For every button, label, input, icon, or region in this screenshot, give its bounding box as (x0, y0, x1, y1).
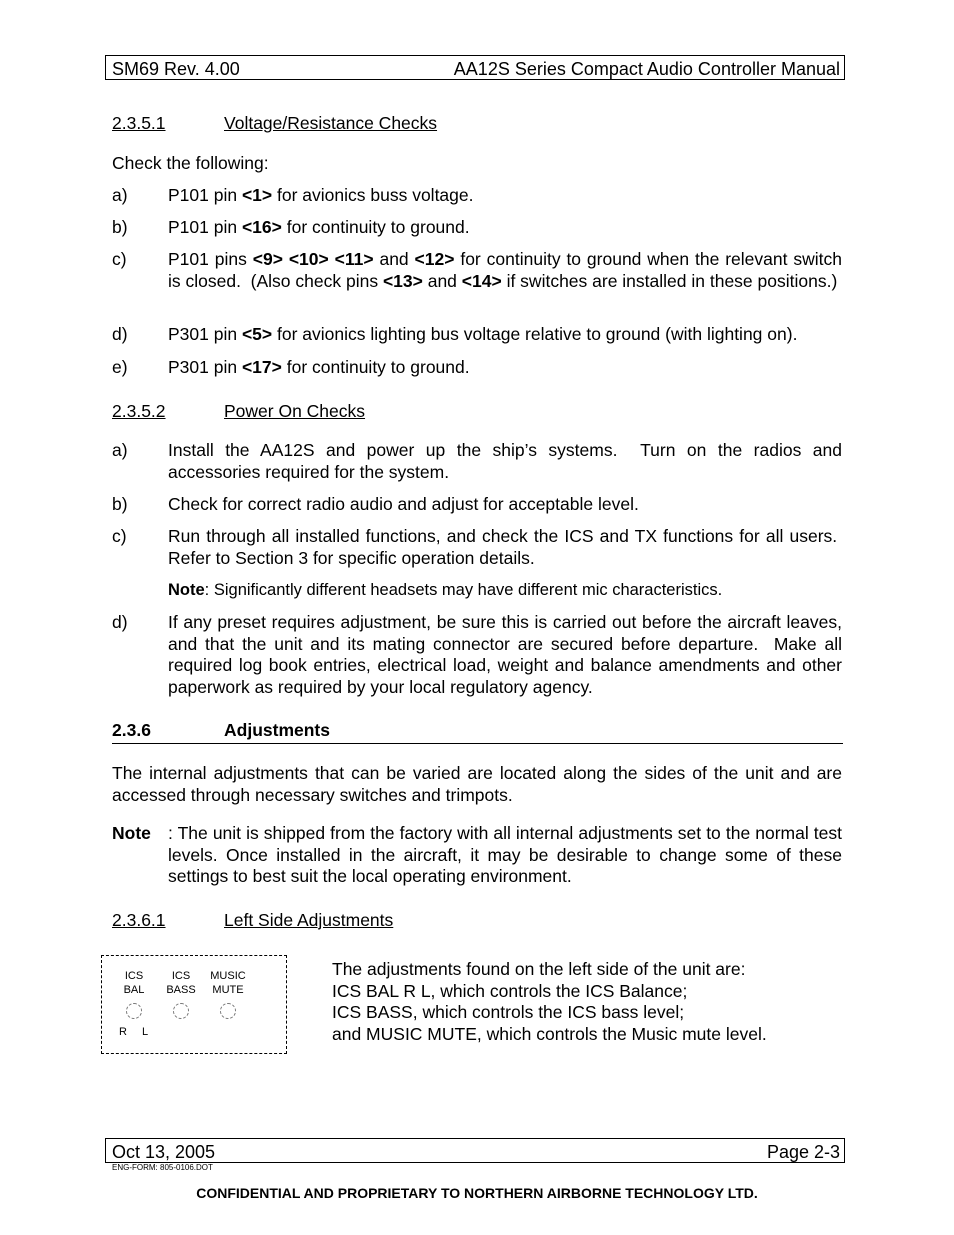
desc-line: ICS BAL R L, which controls the ICS Balance; (332, 980, 688, 1001)
item-label: d) (112, 612, 128, 632)
list-item (112, 217, 842, 239)
item-label: a) (112, 440, 128, 460)
list-item (112, 249, 842, 315)
doc-revision: SM69 Rev. 4.00 (112, 59, 240, 79)
item-label: e) (112, 357, 128, 377)
l-label: L (142, 1026, 149, 1038)
section-number: 2.3.5.1 (112, 113, 166, 133)
page-header (105, 55, 845, 80)
note-label: Note (112, 823, 151, 843)
left-side-description (332, 959, 767, 1045)
list-item (112, 357, 842, 379)
intro-text: Check the following: (112, 153, 269, 173)
manual-title: AA12S Series Compact Audio Controller Manual (453, 59, 840, 79)
section-heading-2352 (112, 401, 365, 422)
section-title: Adjustments (224, 720, 330, 740)
item-text: Install the AA12S and power up the ship’s systems. Turn on the radios and accessories required for the system. (168, 440, 842, 482)
form-id: ENG-FORM: 805-0106.DOT (112, 1163, 213, 1172)
item-text: P301 pin <17> for continuity to ground. (168, 357, 470, 377)
page-footer (105, 1138, 845, 1163)
item-label: c) (112, 249, 127, 269)
note-text: : Significantly different headsets may have different mic characteristics. (204, 581, 723, 599)
item-text: P101 pin <16> for continuity to ground. (168, 217, 470, 237)
desc-line: and MUSIC MUTE, which controls the Music mute level. (332, 1023, 767, 1044)
section-title: Left Side Adjustments (224, 910, 394, 930)
item-text: If any preset requires adjustment, be sure this is carried out before the aircraft leaves, and that the unit and its mating connector are secured before departure. Make all required log book entries, electrical load, weight and balance amendments and other paperwork as required by your local regulatory agency. (168, 612, 842, 697)
list-item (112, 494, 842, 516)
confidential-notice: CONFIDENTIAL AND PROPRIETARY TO NORTHERN AIRBORNE TECHNOLOGY LTD. (196, 1185, 758, 1201)
section-number: 2.3.6 (112, 720, 151, 740)
desc-line: The adjustments found on the left side of the unit are: (332, 959, 746, 979)
note-headsets (168, 581, 722, 600)
note-label: Note (168, 581, 205, 599)
item-label: d) (112, 324, 128, 344)
item-label: a) (112, 185, 128, 205)
desc-line: ICS BASS, which controls the ICS bass level; (332, 1002, 685, 1022)
item-text: Check for correct radio audio and adjust for acceptable level. (168, 494, 639, 514)
section-heading-2361 (112, 910, 393, 931)
item-label: c) (112, 526, 127, 546)
list-item (112, 324, 842, 346)
item-text: P101 pins <9> <10> <11> and <12> for continuity to ground when the relevant switch is closed. (Also check pins <13> and <14> if switches are installed in these positions.) (168, 249, 842, 291)
list-item (112, 526, 842, 570)
section-heading-236 (112, 720, 330, 741)
ics-bal-trimpot-icon (126, 1003, 142, 1019)
music-mute-trimpot-icon (220, 1003, 236, 1019)
item-text: P301 pin <5> for avionics lighting bus voltage relative to ground (with lighting on). (168, 324, 798, 344)
section-divider (112, 743, 843, 744)
item-label: b) (112, 494, 128, 514)
section-heading-2351 (112, 113, 437, 134)
list-item (112, 185, 842, 207)
ics-bal-label: ICS BAL (123, 970, 145, 996)
section-number: 2.3.5.2 (112, 401, 166, 421)
item-text: Run through all installed functions, and check the ICS and TX functions for all users. Refer to Section 3 for specific operation details. (168, 526, 842, 568)
item-text: P101 pin <1> for avionics buss voltage. (168, 185, 474, 205)
section-title: Power On Checks (224, 401, 366, 421)
section-number: 2.3.6.1 (112, 910, 166, 930)
ics-bass-label: ICS BASS (166, 970, 196, 996)
section-title: Voltage/Resistance Checks (224, 113, 438, 133)
music-mute-label: MUSIC MUTE (210, 970, 246, 996)
note-factory (112, 823, 842, 889)
r-label: R (119, 1026, 127, 1038)
left-side-panel-diagram (101, 955, 287, 1054)
item-label: b) (112, 217, 128, 237)
footer-date: Oct 13, 2005 (112, 1142, 216, 1162)
ics-bass-trimpot-icon (173, 1003, 189, 1019)
list-item (112, 440, 842, 484)
note-text: : The unit is shipped from the factory with all internal adjustments set to the normal test levels. Once installed in the aircraft, it may be desirable to change some of these settings to best suit the local operating environment. (168, 823, 842, 886)
list-item (112, 612, 842, 700)
adjustments-paragraph: The internal adjustments that can be varied are located along the sides of the unit and are accessed through necessary switches and trimpots. (112, 763, 842, 805)
page-number: Page 2-3 (766, 1142, 840, 1162)
